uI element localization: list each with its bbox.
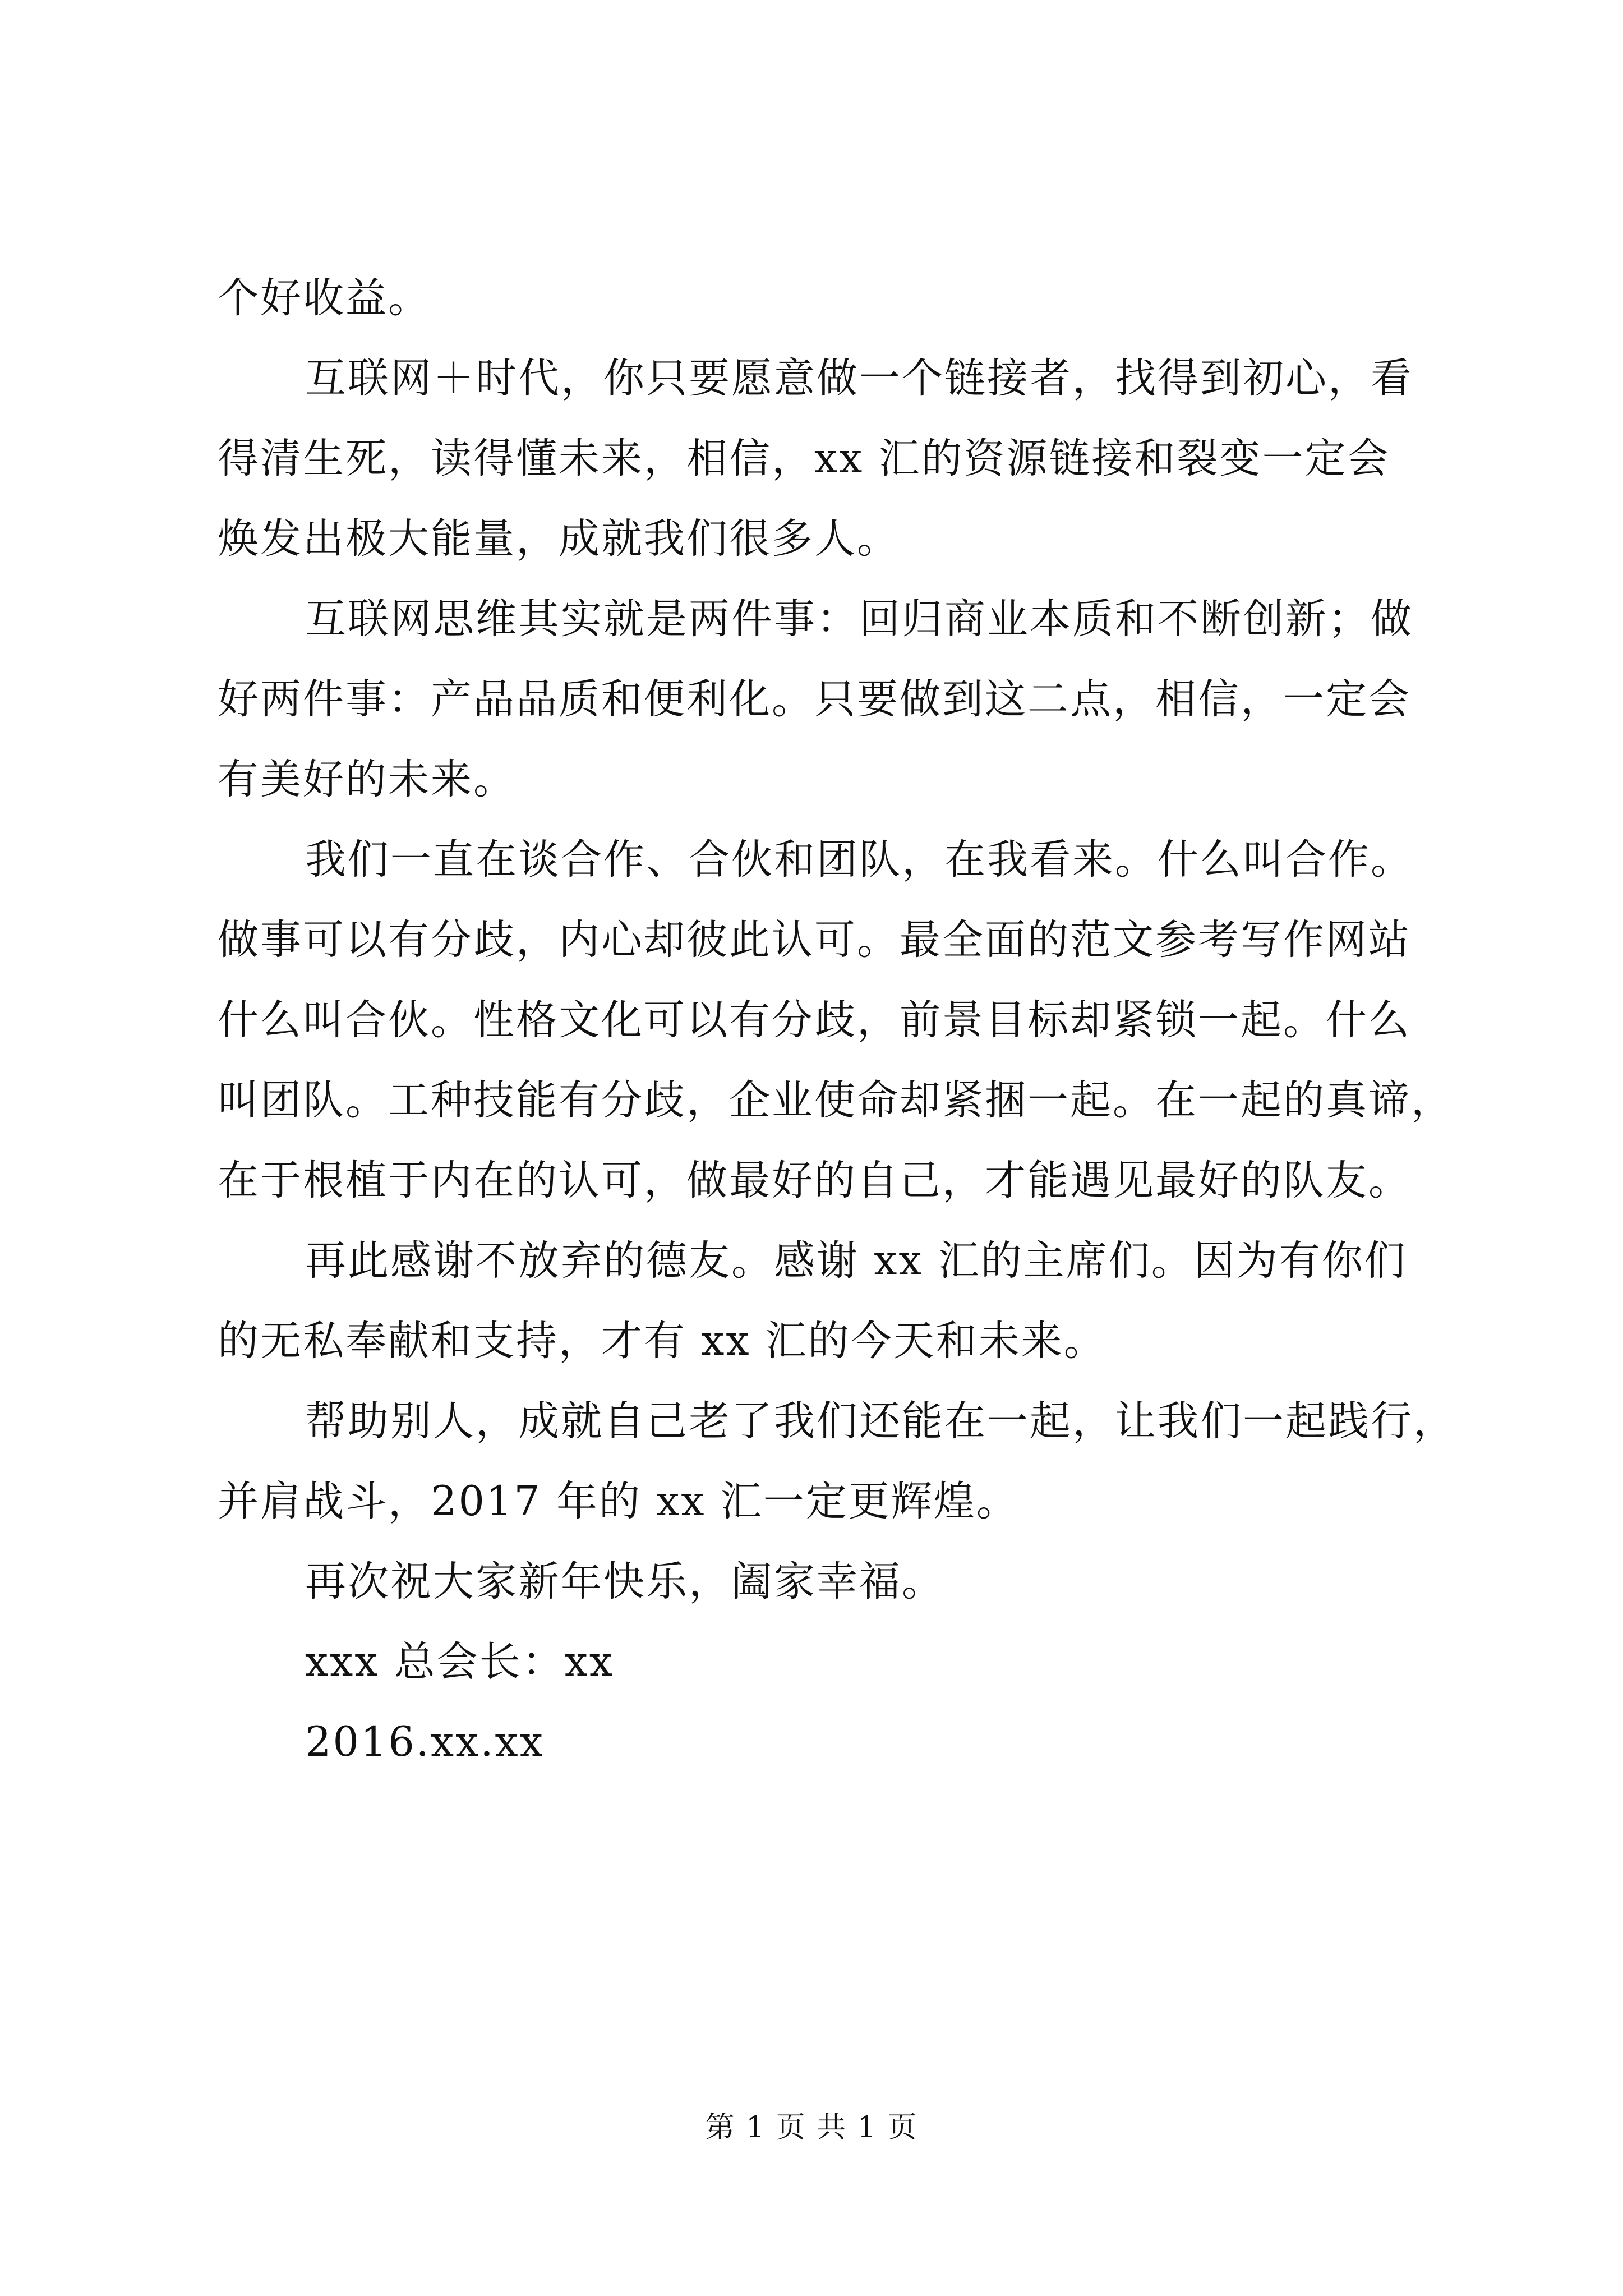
text-line: 并肩战斗，2017 年的 xx 汇一定更辉煌。 — [218, 1478, 1019, 1525]
text-line: 得清生死，读得懂未来，相信，xx 汇的资源链接和裂变一定会 — [218, 435, 1390, 482]
signature-line: xxx 总会长：xx — [305, 1638, 615, 1686]
text-line: 再此感谢不放弃的德友。感谢 xx 汇的主席们。因为有你们 — [305, 1237, 1407, 1285]
text-line: 好两件事：产品品质和便利化。只要做到这二点，相信，一定会 — [218, 675, 1411, 723]
page-number-footer: 第 1 页 共 1 页 — [705, 2111, 918, 2145]
text-line: 有美好的未来。 — [218, 756, 516, 803]
text-line: 互联网思维其实就是两件事：回归商业本质和不断创新；做 — [305, 595, 1413, 643]
text-line: 在于根植于内在的认可，做最好的自己，才能遇见最好的队友。 — [218, 1157, 1411, 1204]
closing-line: 再次祝大家新年快乐，阖家幸福。 — [305, 1558, 944, 1605]
text-line: 做事可以有分歧，内心却彼此认可。最全面的范文参考写作网站 — [218, 916, 1411, 964]
date-line: 2016.xx.xx — [305, 1718, 545, 1766]
text-line: 互联网＋时代，你只要愿意做一个链接者，找得到初心，看 — [305, 355, 1413, 402]
text-line: 什么叫合伙。性格文化可以有分歧，前景目标却紧锁一起。什么 — [218, 996, 1411, 1044]
text-line: 个好收益。 — [218, 274, 431, 322]
text-line: 的无私奉献和支持，才有 xx 汇的今天和未来。 — [218, 1317, 1106, 1365]
text-line: 叫团队。工种技能有分歧，企业使命却紧捆一起。在一起的真谛， — [218, 1076, 1454, 1124]
text-line: 焕发出极大能量，成就我们很多人。 — [218, 515, 900, 563]
text-line: 我们一直在谈合作、合伙和团队，在我看来。什么叫合作。 — [305, 836, 1413, 884]
text-line: 帮助别人，成就自己老了我们还能在一起，让我们一起践行， — [305, 1397, 1456, 1445]
document-body — [218, 258, 1456, 1782]
